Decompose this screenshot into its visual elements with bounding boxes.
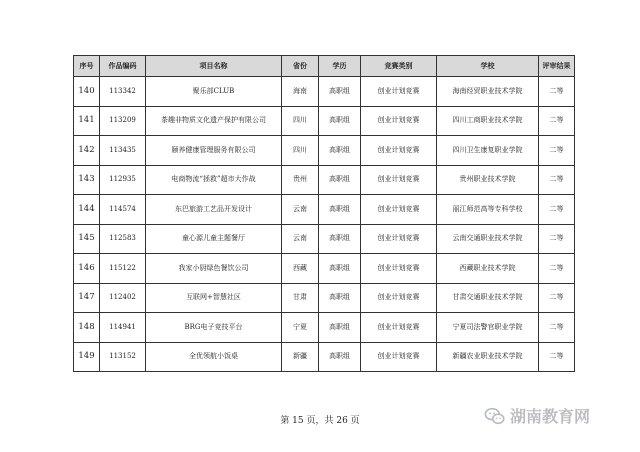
cell-no: 143 — [74, 165, 100, 195]
cell-province: 宁夏 — [282, 313, 319, 343]
cell-result: 二等 — [539, 165, 575, 195]
table-row — [74, 342, 575, 372]
cell-result: 二等 — [539, 342, 575, 372]
cell-category: 创业计划竞赛 — [361, 254, 437, 284]
cell-result: 二等 — [539, 195, 575, 225]
cell-category: 创业计划竞赛 — [361, 136, 437, 166]
cell-category: 创业计划竞赛 — [361, 224, 437, 254]
cell-province: 云南 — [282, 195, 319, 225]
cell-province: 云南 — [282, 224, 319, 254]
cell-result: 二等 — [539, 77, 575, 107]
cell-no: 145 — [74, 224, 100, 254]
table-header-row — [74, 56, 575, 77]
cell-result: 二等 — [539, 313, 575, 343]
cell-no: 140 — [74, 77, 100, 107]
table-row — [74, 313, 575, 343]
cell-code: 114574 — [100, 195, 146, 225]
cell-no: 142 — [74, 136, 100, 166]
cell-level: 高职组 — [319, 165, 361, 195]
table-row — [74, 224, 575, 254]
cell-result: 二等 — [539, 283, 575, 313]
cell-school: 贵州职业技术学院 — [437, 165, 539, 195]
cell-category: 创业计划竞赛 — [361, 283, 437, 313]
cell-level: 高职组 — [319, 342, 361, 372]
cell-code: 112935 — [100, 165, 146, 195]
cell-school: 西藏职业技术学院 — [437, 254, 539, 284]
table-body — [74, 77, 575, 372]
results-table — [73, 55, 575, 372]
cell-province: 海南 — [282, 77, 319, 107]
table-row — [74, 195, 575, 225]
watermark — [484, 404, 590, 427]
cell-project: 童心源儿童主题餐厅 — [146, 224, 282, 254]
table-row — [74, 136, 575, 166]
header-code: 作品编码 — [100, 56, 146, 77]
cell-project: 茶趣非物质文化遗产保护有限公司 — [146, 106, 282, 136]
results-table-container — [73, 55, 574, 372]
cell-result: 二等 — [539, 224, 575, 254]
cell-code: 113342 — [100, 77, 146, 107]
cell-category: 创业计划竞赛 — [361, 165, 437, 195]
cell-category: 创业计划竞赛 — [361, 195, 437, 225]
table-row — [74, 165, 575, 195]
table-row — [74, 254, 575, 284]
header-no: 序号 — [74, 56, 100, 77]
cell-project: 互联网+智慧社区 — [146, 283, 282, 313]
cell-project: 颐养健康管理服务有限公司 — [146, 136, 282, 166]
header-level: 学历 — [319, 56, 361, 77]
cell-category: 创业计划竞赛 — [361, 342, 437, 372]
cell-school: 四川工商职业技术学院 — [437, 106, 539, 136]
cell-code: 115122 — [100, 254, 146, 284]
cell-school: 宁夏司法警官职业学院 — [437, 313, 539, 343]
cell-project: 电商物流“拯救”超市大作战 — [146, 165, 282, 195]
cell-province: 贵州 — [282, 165, 319, 195]
table-row — [74, 77, 575, 107]
cell-code: 113209 — [100, 106, 146, 136]
cell-category: 创业计划竞赛 — [361, 106, 437, 136]
cell-result: 二等 — [539, 254, 575, 284]
header-category: 竞赛类别 — [361, 56, 437, 77]
cell-no: 149 — [74, 342, 100, 372]
cell-province: 四川 — [282, 106, 319, 136]
cell-province: 甘肃 — [282, 283, 319, 313]
page-footer: 第 15 页，共 26 页 — [280, 416, 360, 426]
cell-school: 丽江师范高等专科学校 — [437, 195, 539, 225]
cell-province: 四川 — [282, 136, 319, 166]
cell-no: 141 — [74, 106, 100, 136]
cell-code: 112583 — [100, 224, 146, 254]
header-school: 学校 — [437, 56, 539, 77]
cell-result: 二等 — [539, 136, 575, 166]
cell-level: 高职组 — [319, 254, 361, 284]
cell-level: 高职组 — [319, 313, 361, 343]
cell-school: 海南经贸职业技术学院 — [437, 77, 539, 107]
cell-province: 新疆 — [282, 342, 319, 372]
header-result: 评审结果 — [539, 56, 575, 77]
cell-code: 113152 — [100, 342, 146, 372]
cell-project: 全优领航小饭桌 — [146, 342, 282, 372]
cell-school: 甘肃交通职业技术学院 — [437, 283, 539, 313]
table-row — [74, 283, 575, 313]
cell-code: 113435 — [100, 136, 146, 166]
cell-school: 新疆农业职业技术学院 — [437, 342, 539, 372]
cell-school: 四川卫生康复职业学院 — [437, 136, 539, 166]
cell-level: 高职组 — [319, 224, 361, 254]
cell-no: 144 — [74, 195, 100, 225]
cell-category: 创业计划竞赛 — [361, 313, 437, 343]
cell-project: BRG电子竞技平台 — [146, 313, 282, 343]
cell-level: 高职组 — [319, 77, 361, 107]
cell-no: 147 — [74, 283, 100, 313]
cell-level: 高职组 — [319, 283, 361, 313]
watermark-text: 湖南教育网 — [510, 407, 591, 426]
cell-school: 云南交通职业技术学院 — [437, 224, 539, 254]
cell-project: 聚乐部CLUB — [146, 77, 282, 107]
cell-no: 148 — [74, 313, 100, 343]
cell-code: 114941 — [100, 313, 146, 343]
cell-level: 高职组 — [319, 195, 361, 225]
cell-project: 我家小厨绿色餐饮公司 — [146, 254, 282, 284]
cell-result: 二等 — [539, 106, 575, 136]
header-project: 项目名称 — [146, 56, 282, 77]
wechat-icon — [484, 405, 506, 427]
cell-code: 112402 — [100, 283, 146, 313]
cell-category: 创业计划竞赛 — [361, 77, 437, 107]
cell-level: 高职组 — [319, 136, 361, 166]
header-province: 省份 — [282, 56, 319, 77]
table-row — [74, 106, 575, 136]
cell-no: 146 — [74, 254, 100, 284]
cell-province: 西藏 — [282, 254, 319, 284]
cell-project: 东巴旅游工艺品开发设计 — [146, 195, 282, 225]
cell-level: 高职组 — [319, 106, 361, 136]
